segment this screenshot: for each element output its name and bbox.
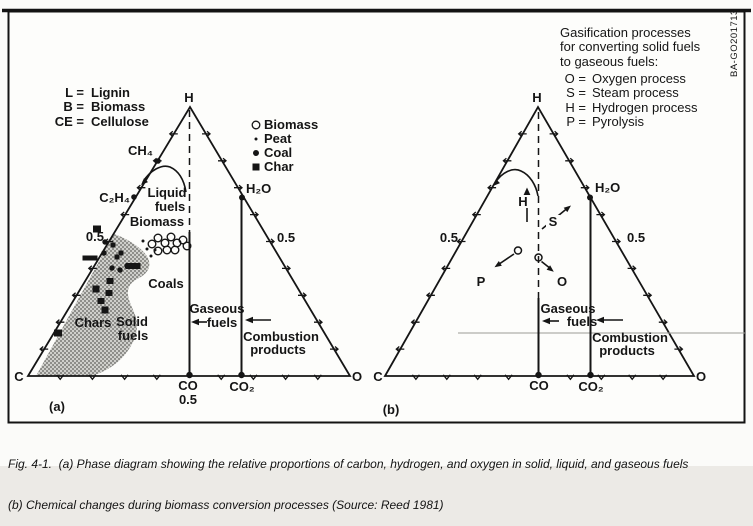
gasification-header-line: Gasification processes xyxy=(560,25,691,40)
h2o-point-a xyxy=(239,195,245,201)
panel-b-tag: (b) xyxy=(382,402,400,417)
abbrev-key: CE = xyxy=(54,114,84,129)
abbrev-value: Cellulose xyxy=(91,114,149,129)
coal-data-point xyxy=(118,250,123,255)
char-data-point xyxy=(106,290,113,296)
region-combustion-label-1-a: Combustion xyxy=(243,329,319,344)
pyrolysis-mark: P xyxy=(476,274,486,289)
marker-label: Biomass xyxy=(264,117,319,132)
vertex-c-label-a: C xyxy=(14,369,24,384)
co-label-b: CO xyxy=(529,378,549,393)
ch4-point xyxy=(155,158,161,164)
marker-label: Coal xyxy=(264,145,293,160)
co2-point-a xyxy=(238,372,244,378)
region-combustion-label-2-a: products xyxy=(250,342,306,357)
region-combustion-label-2-b: products xyxy=(599,343,655,358)
filled-square-marker-icon xyxy=(253,164,260,171)
scale-05-right-a: 0.5 xyxy=(277,230,296,245)
coal-data-point xyxy=(109,265,114,270)
coal-data-point xyxy=(114,254,119,259)
char-data-point xyxy=(93,286,100,293)
char-data-point xyxy=(107,278,114,284)
h2o-point-b xyxy=(587,195,593,201)
panel-a-tag: (a) xyxy=(49,399,65,414)
region-biomass-label: Biomass xyxy=(129,214,185,229)
abbrev-key: L = xyxy=(65,85,84,100)
peat-data-point xyxy=(142,240,145,243)
process-value: Steam process xyxy=(592,85,679,100)
peat-data-point xyxy=(146,248,149,251)
process-key: S = xyxy=(566,85,586,100)
co2-label-a: CO₂ xyxy=(229,379,255,394)
region-liquid-label-1: Liquid xyxy=(147,185,187,200)
co2-point-b xyxy=(587,372,593,378)
scale-05-right-b: 0.5 xyxy=(627,230,646,245)
region-gaseous-label-1-b: Gaseous xyxy=(540,301,596,316)
filled-circle-marker-icon xyxy=(253,150,259,156)
char-data-point xyxy=(126,263,141,269)
h2o-label-a: H₂O xyxy=(246,181,272,196)
vertex-h-label-b: H xyxy=(532,90,542,105)
process-key: O = xyxy=(564,71,586,86)
marker-label: Char xyxy=(264,159,294,174)
co2-label-b: CO₂ xyxy=(578,379,604,394)
coal-data-point xyxy=(110,242,115,247)
region-chars-label: Chars xyxy=(74,315,112,330)
process-key: H = xyxy=(565,100,586,115)
c2h4-point xyxy=(131,194,137,200)
process-value: Hydrogen process xyxy=(592,100,698,115)
peat-data-point xyxy=(150,255,153,258)
region-combustion-label-1-b: Combustion xyxy=(592,330,668,345)
gasification-header-line: to gaseous fuels: xyxy=(560,54,659,69)
scale-05-left-b: 0.5 xyxy=(439,230,458,245)
region-liquid-label-2: fuels xyxy=(154,199,186,214)
gasification-header-line: for converting solid fuels xyxy=(560,39,701,54)
abbrev-value: Lignin xyxy=(91,85,130,100)
vertex-o-label-a: O xyxy=(351,369,363,384)
steam-process-mark: S xyxy=(548,214,558,229)
hydrogen-process-mark: H xyxy=(518,194,528,209)
figure-caption xyxy=(8,431,688,526)
region-coals-label: Coals xyxy=(148,276,184,291)
region-gaseous-label-2-a: fuels xyxy=(206,315,238,330)
region-gaseous-label-2-b: fuels xyxy=(566,314,598,329)
abbrev-value: Biomass xyxy=(91,99,146,114)
scale-05-base-a: 0.5 xyxy=(178,392,198,407)
h2o-label-b: H₂O xyxy=(595,180,621,195)
char-data-point xyxy=(54,330,62,337)
char-data-point xyxy=(98,298,105,304)
coal-data-point xyxy=(117,267,122,272)
region-solid-label-1: Solid xyxy=(116,314,148,329)
oxygen-process-mark: O xyxy=(556,274,568,289)
ch4-label: CH₄ xyxy=(128,143,153,158)
peat-data-point xyxy=(154,249,157,252)
co-label-a: CO xyxy=(178,378,198,393)
char-data-point xyxy=(102,307,109,314)
vertex-c-label-b: C xyxy=(373,369,383,384)
figure-caption-line2: (b) Chemical changes during biomass conversion processes (Source: Reed 1981) xyxy=(8,497,444,512)
region-gaseous-label-1-a: Gaseous xyxy=(189,301,245,316)
char-data-point xyxy=(83,256,98,261)
c2h4-label: C₂H₄ xyxy=(99,190,130,205)
small-dot-marker-icon xyxy=(255,138,258,141)
scale-05-left-a: 0.5 xyxy=(85,229,104,244)
region-solid-label-2: fuels xyxy=(117,328,149,343)
process-key: P = xyxy=(566,114,586,129)
figure-caption-line1: Fig. 4-1. (a) Phase diagram showing the relative proportions of carbon, hydrogen, and oxygen in solid, liquid, and gaseous fuels xyxy=(8,457,689,471)
vertex-o-label-b: O xyxy=(695,369,707,384)
gasification-legend xyxy=(560,25,701,129)
process-value: Oxygen process xyxy=(592,71,686,86)
abbrev-key: B = xyxy=(63,99,84,114)
process-value: Pyrolysis xyxy=(592,114,645,129)
vertex-h-label-a: H xyxy=(184,90,194,105)
coal-data-point xyxy=(101,250,106,255)
marker-label: Peat xyxy=(264,131,292,146)
document-number-vertical: BA-GO201713 xyxy=(729,9,740,77)
